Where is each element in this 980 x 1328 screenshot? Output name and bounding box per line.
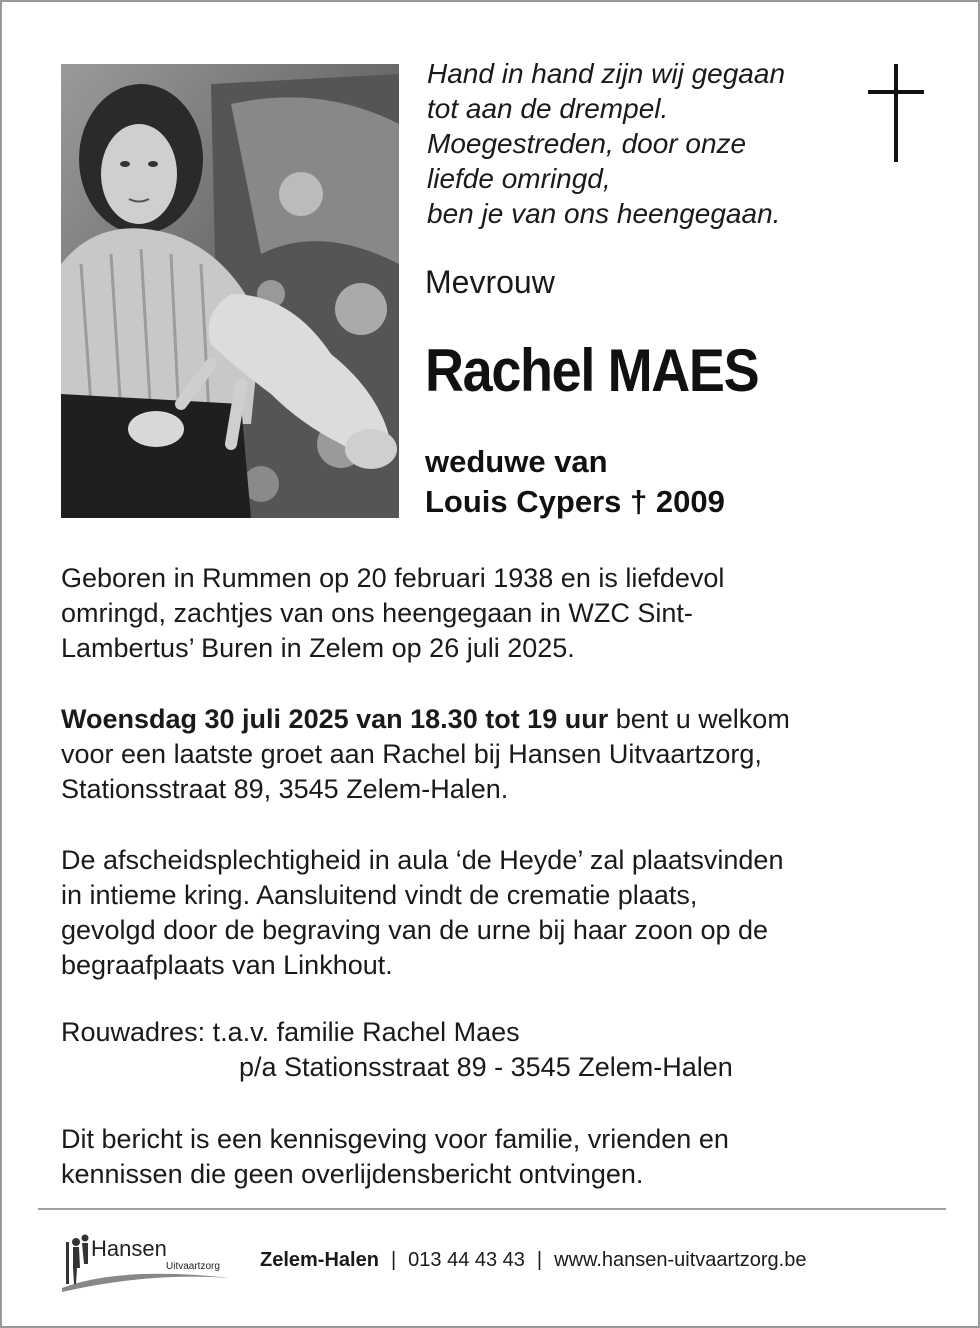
separator: | [536,1249,543,1271]
logo-subtitle: Uitvaartzorg [166,1261,220,1272]
poem-line: ben je van ons heengegaan. [427,198,781,229]
text-line: De afscheidsplechtigheid in aula ‘de Heyde’ zal plaatsvinden [61,845,784,875]
text-line: Stationsstraat 89, 3545 Zelem-Halen. [61,774,509,804]
text-line [61,702,941,737]
spouse-line: Louis Cypers † 2009 [425,484,725,519]
text-line: voor een laatste groet aan Rachel bij Hansen Uitvaartzorg, [61,739,762,769]
text-line: p/a Stationsstraat 89 - 3545 Zelem-Halen [239,1052,733,1082]
notice-paragraph [61,1122,941,1192]
widow-of [425,442,725,522]
divider [38,1208,946,1210]
contact-line [260,1249,806,1272]
footer-city: Zelem-Halen [260,1249,379,1271]
footer [60,1228,920,1298]
text-line: Rouwadres: t.a.v. familie Rachel Maes [61,1017,520,1047]
separator: | [390,1249,397,1271]
widow-line: weduwe van [425,444,608,479]
poem-line: tot aan de drempel. [427,93,669,124]
visitation-datetime: Woensdag 30 juli 2025 van 18.30 tot 19 uur [61,704,609,734]
hansen-logo [60,1228,240,1294]
footer-website[interactable]: www.hansen-uitvaartzorg.be [554,1249,807,1271]
poem-line: liefde omringd, [427,163,611,194]
footer-phone[interactable]: 013 44 43 43 [408,1249,525,1271]
visitation-paragraph [61,702,941,807]
text-line: gevolgd door de begraving van de urne bij haar zoon op de [61,915,769,945]
text-line: begraafplaats van Linkhout. [61,950,393,980]
salutation: Mevrouw [425,264,555,300]
text-line: Lambertus’ Buren in Zelem op 26 juli 2025. [61,633,575,663]
poem-line: Hand in hand zijn wij gegaan [427,58,786,89]
text-line: Dit bericht is een kennisgeving voor familie, vrienden en [61,1124,729,1154]
text-line: in intieme kring. Aansluitend vindt de crematie plaats, [61,880,698,910]
text-line: Geboren in Rummen op 20 februari 1938 en is liefdevol [61,563,725,593]
text-line: omringd, zachtjes van ons heengegaan in WZC Sint- [61,598,693,628]
text-fragment: bent u welkom [608,704,790,734]
text-line: kennissen die geen overlijdensbericht ontvingen. [61,1159,644,1189]
birth-paragraph [61,561,941,666]
deceased-name: Rachel MAES [425,337,759,404]
cross-icon [868,64,924,162]
poem [427,56,847,231]
poem-line: Moegestreden, door onze [427,128,747,159]
portrait-photo [61,64,399,518]
ceremony-paragraph [61,843,941,983]
mourning-address [61,1015,941,1085]
logo-name: Hansen [91,1236,167,1261]
